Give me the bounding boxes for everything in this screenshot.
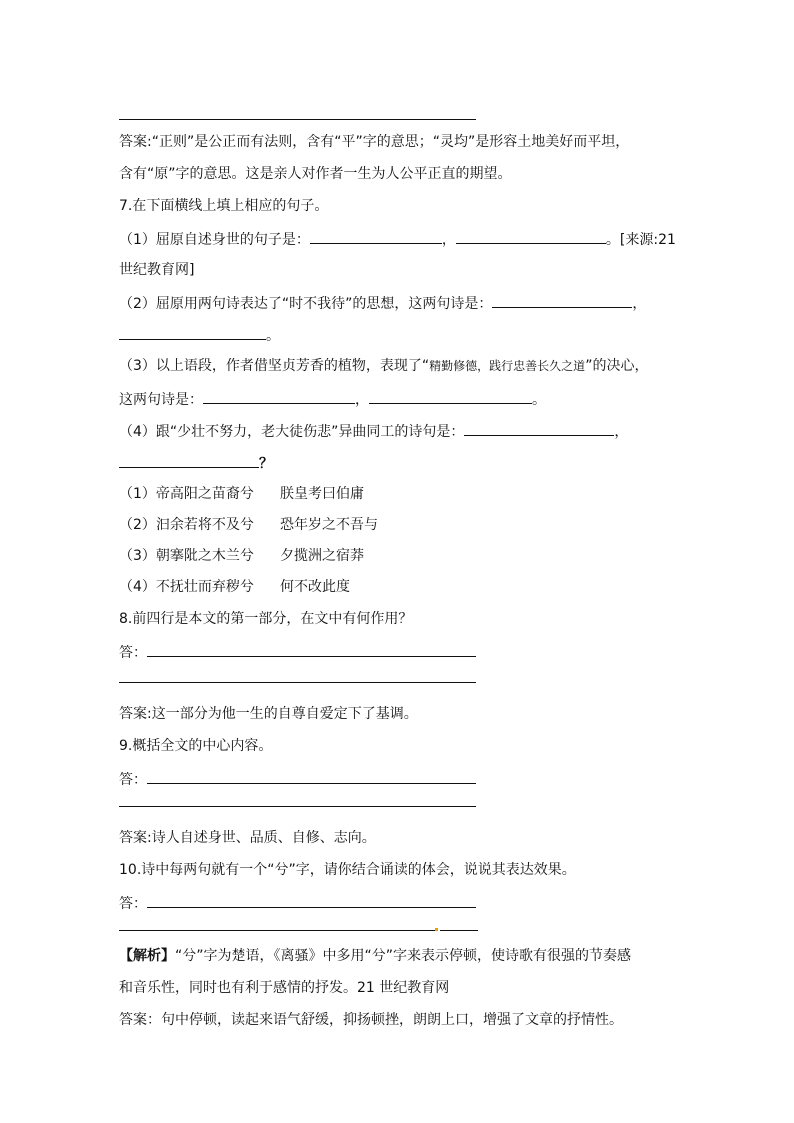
answer-label: 答： xyxy=(119,772,147,788)
question-7-4 xyxy=(119,421,628,441)
analysis-text: “兮”字为楚语，《离骚》中多用“兮”字来表示停顿，使诗歌有很强的节奏感 xyxy=(175,948,632,964)
period: 。 xyxy=(532,392,546,408)
answer-7-row xyxy=(119,578,350,596)
answer-line xyxy=(119,893,476,913)
q7-3-prompt: （3）以上语段，作者借坚贞芳香的植物，表现了“ xyxy=(119,358,430,374)
question-7-1 xyxy=(119,229,676,249)
answer-blank[interactable] xyxy=(147,769,476,784)
answer-blank-line[interactable] xyxy=(440,930,478,931)
answer-blank-line[interactable] xyxy=(119,682,476,683)
answer-line xyxy=(119,642,476,662)
answer-9: 答案:诗人自述身世、品质、自修、志向。 xyxy=(119,830,376,846)
question-7-2-cont xyxy=(119,325,280,345)
answer-7-right: 夕揽洲之宿莽 xyxy=(280,548,364,564)
fill-blank[interactable] xyxy=(464,421,614,436)
answer-label: 答： xyxy=(119,645,147,661)
comma: ， xyxy=(614,424,629,440)
q7-3-prompt-end: ”的决心， xyxy=(585,358,649,374)
answer-underline xyxy=(119,119,476,120)
answer-8: 答案:这一部分为他一生的自尊自爱定下了基调。 xyxy=(119,706,418,722)
answer-line xyxy=(119,769,476,789)
analysis-text: 和音乐性，同时也有利于感情的抒发。21 世纪教育网 xyxy=(119,980,450,996)
question-9: 9.概括全文的中心内容。 xyxy=(119,738,273,754)
answer-10: 答案：句中停顿，读起来语气舒缓，抑扬顿挫，朗朗上口，增强了文章的抒情性。 xyxy=(119,1012,623,1028)
source-note-cont: 世纪教育网] xyxy=(119,262,195,278)
answer-7-left: （1）帝高阳之苗裔兮 xyxy=(119,486,254,502)
question-7-3 xyxy=(119,357,648,375)
question-7: 7.在下面横线上填上相应的句子。 xyxy=(119,198,329,214)
period: 。 xyxy=(266,328,280,344)
answer-7-left: （2）汩余若将不及兮 xyxy=(119,517,254,533)
answer-7-right: 何不改此度 xyxy=(280,579,350,595)
answer-7-left: （3）朝搴阰之木兰兮 xyxy=(119,548,254,564)
answer-blank-line[interactable] xyxy=(119,930,435,931)
fill-blank[interactable] xyxy=(492,293,632,308)
question-10: 10.诗中每两句就有一个“兮”字，请你结合诵读的体会，说说其表达效果。 xyxy=(119,862,576,878)
comma: ， xyxy=(632,296,647,312)
question-7-3-cont xyxy=(119,389,546,409)
answer-blank-line[interactable] xyxy=(119,806,476,807)
comma: ， xyxy=(355,392,369,408)
answer-7-left: （4）不抚壮而弃秽兮 xyxy=(119,579,254,595)
answer-blank[interactable] xyxy=(147,893,476,908)
analysis-label: 【解析】 xyxy=(119,948,175,964)
answer-blank[interactable] xyxy=(147,642,476,657)
question-7-4-cont xyxy=(119,453,273,473)
answer-7-row xyxy=(119,485,364,503)
source-note: 。[来源:21 xyxy=(605,232,676,248)
quoted-phrase: 精勤修德，践行忠善长久之道 xyxy=(429,359,586,373)
answer-7-row xyxy=(119,547,364,565)
question-7-2 xyxy=(119,293,646,313)
comma: ， xyxy=(441,232,456,248)
orange-mark xyxy=(435,928,438,931)
answer-7-right: 恐年岁之不吾与 xyxy=(280,517,378,533)
q7-3-prefix: 这两句诗是： xyxy=(119,392,203,408)
fill-blank[interactable] xyxy=(310,229,442,244)
q7-2-prompt: （2）屈原用两句诗表达了“时不我待”的思想，这两句诗是： xyxy=(119,296,493,312)
fill-blank[interactable] xyxy=(369,389,532,404)
q7-4-prompt: （4）跟“少壮不努力，老大徒伤悲”异曲同工的诗句是： xyxy=(119,424,465,440)
q7-1-prompt: （1）屈原自述身世的句子是： xyxy=(119,232,310,248)
answer-7-row xyxy=(119,516,378,534)
answer-7-right: 朕皇考曰伯庸 xyxy=(280,486,364,502)
analysis-line xyxy=(119,947,631,965)
fill-blank[interactable] xyxy=(119,453,259,468)
question-8: 8.前四行是本文的第一部分，在文中有何作用？ xyxy=(119,611,413,627)
fill-blank[interactable] xyxy=(203,389,355,404)
fill-blank[interactable] xyxy=(456,229,606,244)
answer-text: 答案:“正则”是公正而有法则，含有“平”字的意思；“灵均”是形容土地美好而平坦， xyxy=(119,134,630,150)
answer-text: 含有“原”字的意思。这是亲人对作者一生为人公平正直的期望。 xyxy=(119,166,512,182)
fill-blank[interactable] xyxy=(119,325,266,340)
question-mark: ？ xyxy=(259,456,273,472)
answer-label: 答： xyxy=(119,896,147,912)
